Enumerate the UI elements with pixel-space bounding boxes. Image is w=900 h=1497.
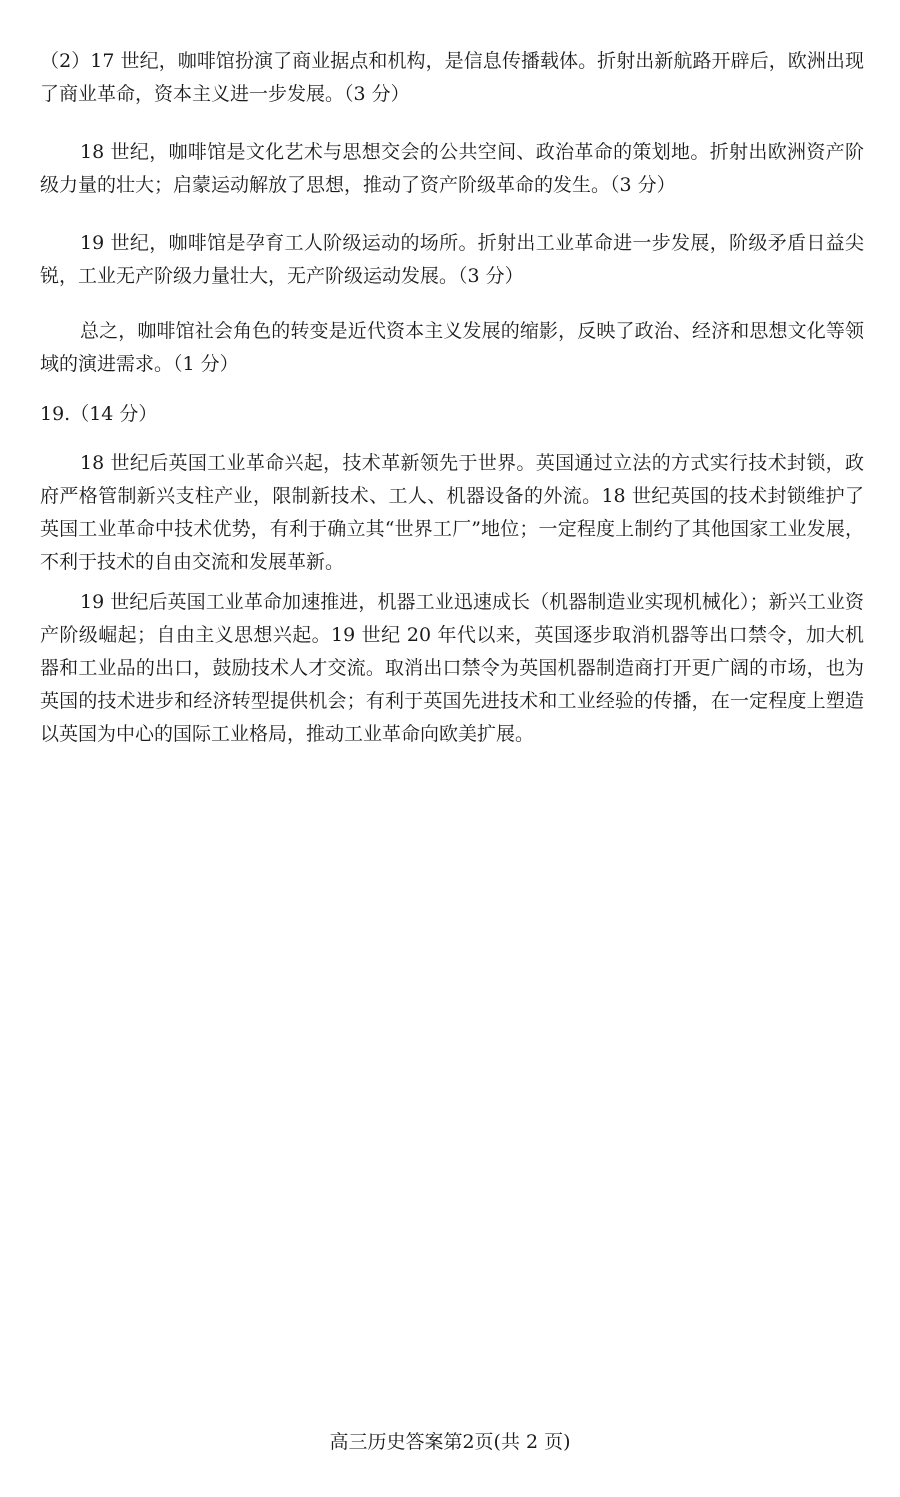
q18-part2-paragraph-18th-century: 18 世纪，咖啡馆是文化艺术与思想交会的公共空间、政治革命的策划地。折射出欧洲资产阶级力量的壮大；启蒙运动解放了思想，推动了资产阶级革命的发生。（3 分）: [40, 141, 864, 196]
q19-paragraph-18th-century: 18 世纪后英国工业革命兴起，技术革新领先于世界。英国通过立法的方式实行技术封锁，政府严格管制新兴支柱产业，限制新技术、工人、机器设备的外流。18 世纪英国的技术封锁维护了英国工业革命中技术优势，有利于确立其“世界工厂”地位；一定程度上制约了其他国家工业发展，不利于技术的自由交流和发展革新。: [40, 452, 864, 573]
q19-paragraph-19th-century: 19 世纪后英国工业革命加速推进，机器工业迅速成长（机器制造业实现机械化）；新兴工业资产阶级崛起；自由主义思想兴起。19 世纪 20 年代以来，英国逐步取消机器等出口禁令，加大机器和工业品的出口，鼓励技术人才交流。取消出口禁令为英国机器制造商打开更广阔的市场，也为英国的技术进步和经济转型提供机会；有利于英国先进技术和工业经验的传播，在一定程度上塑造以英国为中心的国际工业格局，推动工业革命向欧美扩展。: [40, 591, 864, 745]
q18-part2-paragraph-19th-century: 19 世纪，咖啡馆是孕育工人阶级运动的场所。折射出工业革命进一步发展，阶级矛盾日益尖锐，工业无产阶级力量壮大，无产阶级运动发展。（3 分）: [40, 232, 864, 287]
page-footer: 高三历史答案第2页(共 2 页): [329, 1431, 571, 1453]
q19-heading: 19.（14 分）: [40, 403, 158, 425]
q18-part2-paragraph-17th-century: （2）17 世纪，咖啡馆扮演了商业据点和机构，是信息传播载体。折射出新航路开辟后，欧洲出现了商业革命，资本主义进一步发展。（3 分）: [40, 50, 864, 105]
q18-part2-paragraph-summary: 总之，咖啡馆社会角色的转变是近代资本主义发展的缩影，反映了政治、经济和思想文化等领域的演进需求。（1 分）: [40, 320, 864, 375]
